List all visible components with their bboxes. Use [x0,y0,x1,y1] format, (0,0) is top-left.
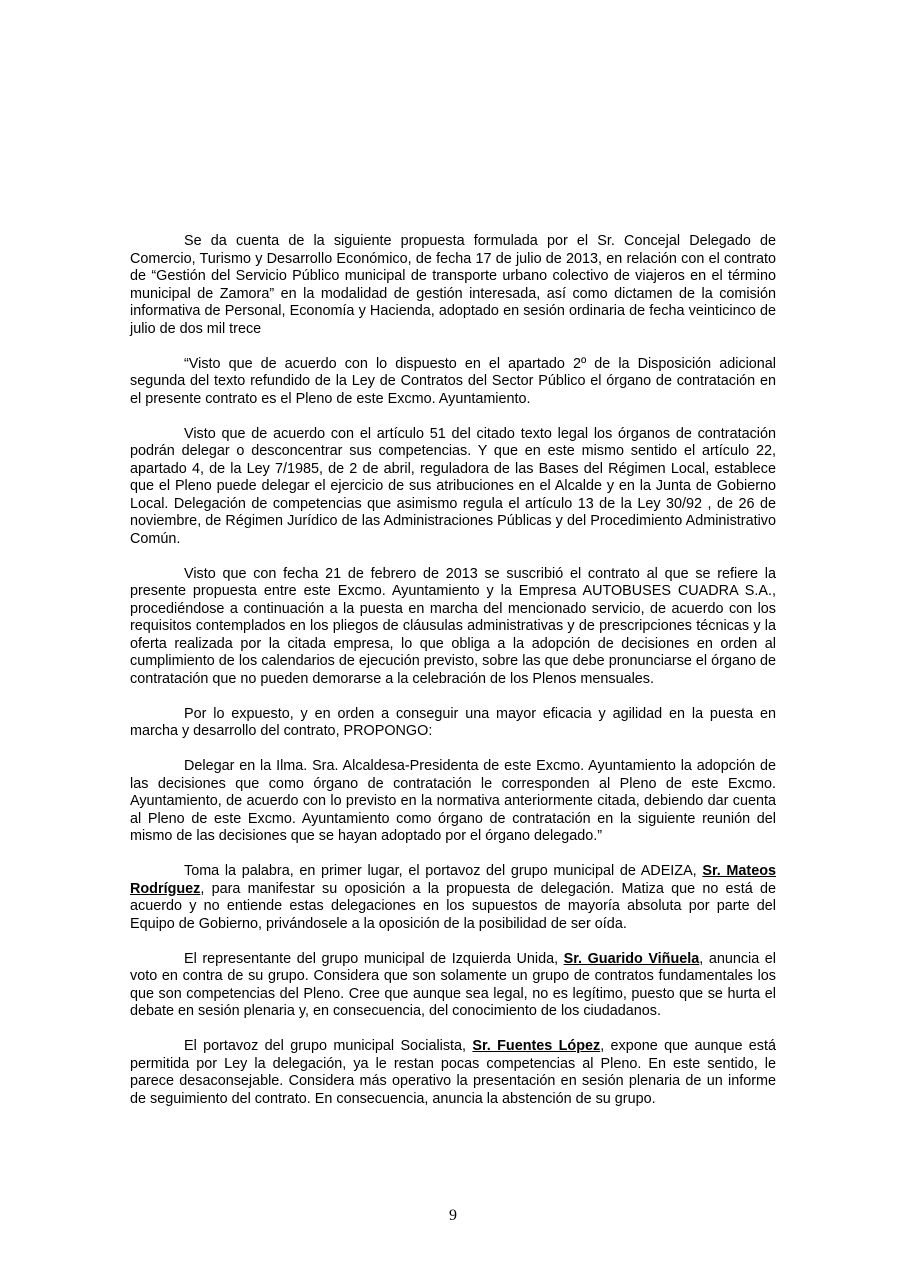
paragraph-socialista [130,1038,776,1108]
speaker-name: Sr. Mateos Rodríguez [130,863,776,897]
paragraph-text: , para manifestar su oposición a la propuesta de delegación. Matiza que no está de acuerdo y no entiende estas delegaciones en los supuestos de mayoría absoluta por parte del Equipo de Gobierno, privándosele a la oposición de la posibilidad de ser oída. [130,880,776,932]
paragraph-visto-1: “Visto que de acuerdo con lo dispuesto en el apartado 2º de la Disposición adicional segunda del texto refundido de la Ley de Contratos del Sector Público el órgano de contratación en el presente contrato es el Pleno de este Excmo. Ayuntamiento. [130,355,776,407]
paragraph-text: , anuncia el voto en contra de su grupo. Considera que son solamente un grupo de contratos fundamentales los que son competencias del Pleno. Cree que aunque sea legal, no es legítimo, puesto que se hurta el debate en sesión plenaria y, en consecuencia, del conocimiento de los ciudadanos. [130,950,776,1019]
paragraph-propongo: Por lo expuesto, y en orden a conseguir una mayor eficacia y agilidad en la puesta en marcha y desarrollo del contrato, PROPONGO: [130,705,776,739]
paragraph-adeiza [130,863,776,933]
paragraph-delegar: Delegar en la Ilma. Sra. Alcaldesa-Presidenta de este Excmo. Ayuntamiento la adopción de las decisiones que como órgano de contratación le corresponden al Pleno de este Excmo. Ayuntamiento, de acuerdo con lo previsto en la normativa anteriormente citada, debiendo dar cuenta al Pleno de este Excmo. Ayuntamiento como órgano de contratación en la siguiente reunión del mismo de las decisiones que se hayan adoptado por el órgano delegado.” [130,758,776,844]
paragraph-visto-3: Visto que con fecha 21 de febrero de 2013 se suscribió el contrato al que se refiere la presente propuesta entre este Excmo. Ayuntamiento y la Empresa AUTOBUSES CUADRA S.A., procediéndose a continuación a la puesta en marcha del mencionado servicio, de acuerdo con los requisitos contemplados en los pliegos de cláusulas administrativas y de prescripciones técnicas y la oferta realizada por la citada empresa, lo que obliga a la adopción de decisiones en orden al cumplimiento de los calendarios de ejecución previsto, sobre las que debe pronunciarse el órgano de contratación que no pueden demorarse a la celebración de los Plenos mensuales. [130,565,776,687]
paragraph-text: El portavoz del grupo municipal Socialista, [184,1038,473,1054]
paragraph-text: , expone que aunque está permitida por Ley la delegación, ya le restan pocas competencias al Pleno. En este sentido, le parece desaconsejable. Considera más operativo la presentación en sesión plenaria de un informe de seguimiento del contrato. En consecuencia, anuncia la abstención de su grupo. [130,1038,776,1107]
paragraph-text: Toma la palabra, en primer lugar, el portavoz del grupo municipal de ADEIZA, [184,863,703,879]
document-body [130,233,776,1126]
speaker-name: Sr. Guarido Viñuela [563,950,700,967]
speaker-name: Sr. Fuentes López [472,1038,601,1054]
paragraph-proposal-intro: Se da cuenta de la siguiente propuesta formulada por el Sr. Concejal Delegado de Comercio, Turismo y Desarrollo Económico, de fecha 17 de julio de 2013, en relación con el contrato de “Gestión del Servicio Público municipal de transporte urbano colectivo de viajeros en el término municipal de Zamora” en la modalidad de gestión interesada, así como dictamen de la comisión informativa de Personal, Economía y Hacienda, adoptado en sesión ordinaria de fecha veinticinco de julio de dos mil trece [130,233,776,337]
paragraph-izquierda-unida [130,951,776,1021]
paragraph-visto-2: Visto que de acuerdo con el artículo 51 del citado texto legal los órganos de contratación podrán delegar o desconcentrar sus competencias. Y que en este mismo sentido el artículo 22, apartado 4, de la Ley 7/1985, de 2 de abril, reguladora de las Bases del Régimen Local, establece que el Pleno puede delegar el ejercicio de sus atribuciones en el Alcalde y en la Junta de Gobierno Local. Delegación de competencias que asimismo regula el artículo 13 de la Ley 30/92 , de 26 de noviembre, de Régimen Jurídico de las Administraciones Públicas y del Procedimiento Administrativo Común. [130,425,776,547]
paragraph-text: El representante del grupo municipal de Izquierda Unida, [184,950,564,967]
page-number: 9 [449,1207,457,1224]
